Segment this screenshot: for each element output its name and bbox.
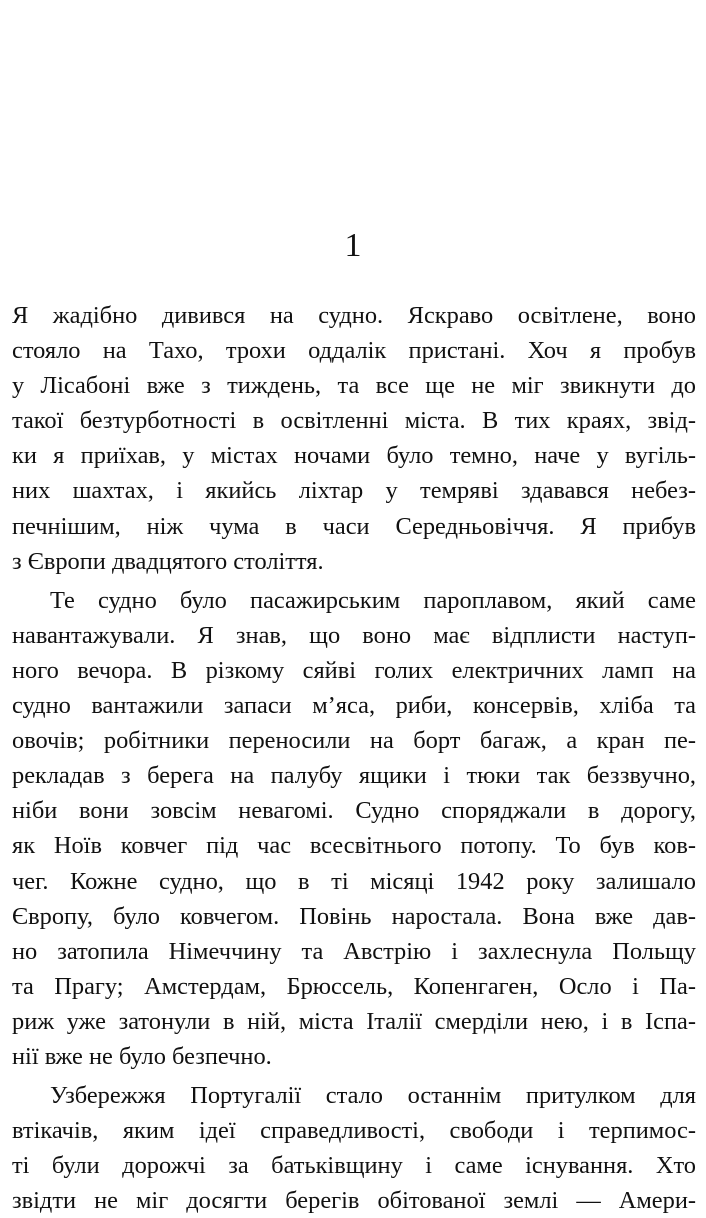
text-line: з Європи двадцятого століття. (12, 547, 324, 575)
text-line: втікачів, яким ідеї справедливості, свободи і терпимос- (12, 1117, 696, 1145)
text-line: ного вечора. В різкому сяйві голих електричних ламп на (12, 656, 696, 684)
text-line: Європу, було ковчегом. Повінь наростала. Вона вже дав- (12, 902, 696, 930)
text-line: чег. Кожне судно, що в ті місяці 1942 року залишало (12, 867, 696, 895)
chapter-number: 1 (344, 227, 362, 264)
paragraph-2 (12, 583, 696, 1074)
text-line: стояло на Тахо, трохи оддалік пристані. Хоч я пробув (12, 337, 696, 365)
text-line: печнішим, ніж чума в часи Середньовіччя. Я прибув (12, 512, 696, 540)
text-line: рекладав з берега на палубу ящики і тюки так беззвучно, (12, 762, 696, 790)
text-line: звідти не міг досягти берегів обітованої землі — Амери- (12, 1187, 696, 1215)
text-line: ті були дорожчі за батьківщину і саме існування. Хто (12, 1152, 696, 1180)
text-line: у Лісабоні вже з тиждень, та все ще не міг звикнути до (12, 372, 696, 400)
text-line: Я жадібно дивився на судно. Яскраво освітлене, воно (12, 302, 696, 329)
text-line: та Прагу; Амстердам, Брюссель, Копенгаген, Осло і Па- (12, 972, 696, 1000)
text-line: навантажували. Я знав, що воно має відплисти наступ- (12, 621, 696, 649)
chapter-text (12, 298, 696, 1218)
text-line: нії вже не було безпечно. (12, 1042, 272, 1070)
text-line: такої безтурботності в освітленні міста. В тих краях, звід- (12, 407, 696, 435)
text-line: ніби вони зовсім невагомі. Судно споряджали в дорогу, (12, 797, 696, 825)
text-line: судно вантажили запаси м’яса, риби, консервів, хліба та (12, 692, 696, 720)
text-line: Узбережжя Португалії стало останнім притулком для (50, 1082, 696, 1110)
text-line: Те судно було пасажирським пароплавом, який саме (50, 586, 696, 614)
text-line: як Ноїв ковчег під час всесвітнього потопу. То був ков- (12, 832, 696, 860)
text-line: овочів; робітники переносили на борт багаж, а кран пе- (12, 727, 696, 755)
text-line: риж уже затонули в ній, міста Італії смерділи нею, і в Іспа- (12, 1007, 696, 1035)
paragraph-1 (12, 298, 696, 579)
text-line: но затопила Німеччину та Австрію і захлеснула Польщу (12, 937, 696, 965)
text-line: ки я приїхав, у містах ночами було темно, наче у вугіль- (12, 442, 696, 470)
text-line: них шахтах, і якийсь ліхтар у темряві здавався небез- (12, 477, 696, 505)
paragraph-3 (12, 1078, 696, 1218)
